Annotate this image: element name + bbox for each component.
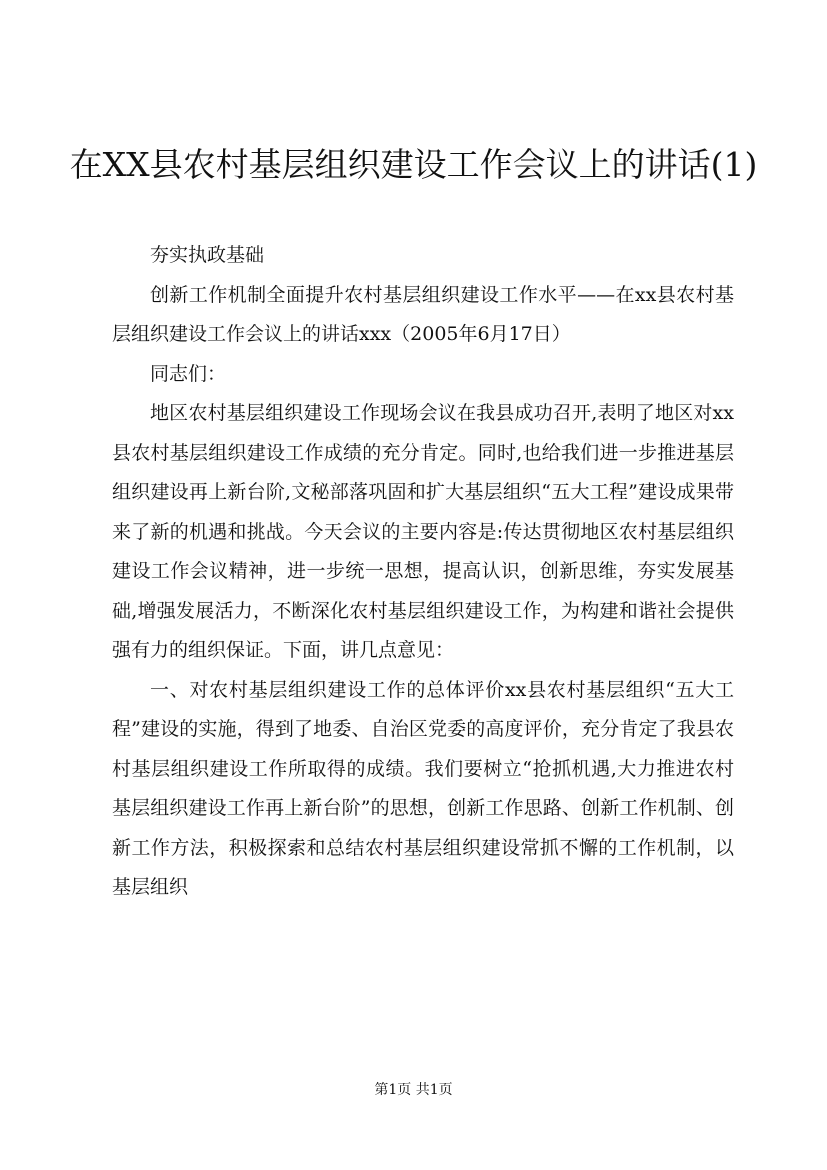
paragraph-heading: 创新工作机制全面提升农村基层组织建设工作水平——在xx县农村基层组织建设工作会议上的讲话xxx（2005年6月17日） (112, 283, 734, 345)
page-footer: 第1页 共1页 (374, 1082, 453, 1098)
paragraph-salutation: 同志们： (150, 362, 227, 385)
paragraph-intro: 地区农村基层组织建设工作现场会议在我县成功召开,表明了地区对xx县农村基层组织建设工作成绩的充分肯定。同时,也给我们进一步推进基层组织建设再上新台阶,文秘部落巩固和扩大基层组织“五大工程”建设成果带来了新的机遇和挑战。今天会议的主要内容是:传达贯彻地区农村基层组织建设工作会议精神，进一步统一思想，提高认识，创新思维，夯实发展基础,增强发展活力，不断深化农村基层组织建设工作，为构建和谐社会提供强有力的组织保证。下面，讲几点意见： (112, 402, 734, 661)
paragraph-subtitle: 夯实执政基础 (150, 244, 265, 266)
paragraph-section-one: 一、对农村基层组织建设工作的总体评价xx县农村基层组织“五大工程”建设的实施，得到了地委、自治区党委的高度评价，充分肯定了我县农村基层组织建设工作所取得的成绩。我们要树立“抢抓机遇,大力推进农村基层组织建设工作再上新台阶”的思想，创新工作思路、创新工作机制、创新工作方法，积极探索和总结农村基层组织建设常抓不懈的工作机制，以基层组织 (112, 678, 734, 898)
document-body (112, 236, 734, 908)
document-title: 在XX县农村基层组织建设工作会议上的讲话(1) (69, 145, 758, 184)
